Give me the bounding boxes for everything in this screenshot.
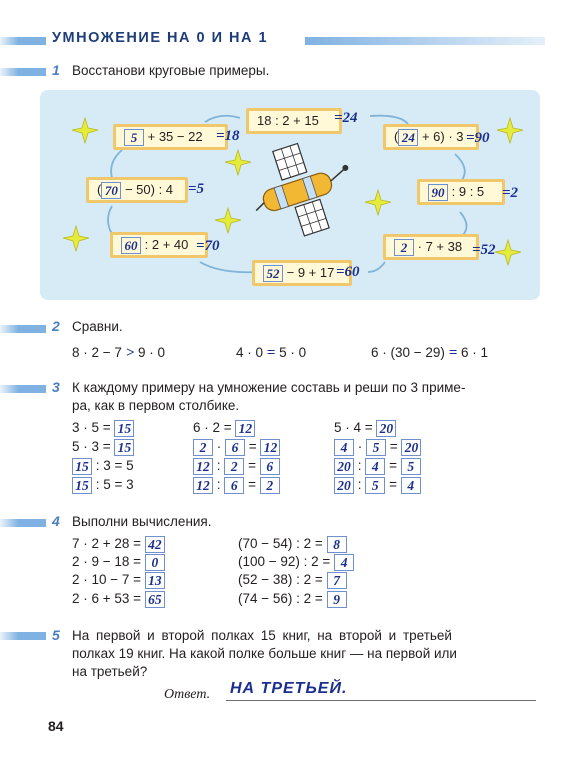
calc-left-3 [72,572,165,589]
ex3-instruction-line1: К каждому примеру на умножение составь и реши по 3 приме- [72,380,466,395]
answer-box[interactable]: 2 [193,439,213,456]
answer-box[interactable]: 90 [428,184,448,201]
star-icon [215,208,241,233]
arrow-5 [368,262,385,272]
answer-box[interactable]: 15 [72,458,92,475]
answer-box[interactable]: 42 [145,536,165,553]
card-prefix: ( [97,182,102,197]
answer-box[interactable]: 20 [376,420,396,437]
card-expression: · 7 + 38 [417,239,463,254]
expression: 5 · 3 = [72,439,111,455]
ex5-line3: на третьей? [72,664,148,679]
expression: : 3 = 5 [95,458,134,474]
col1-row1 [72,420,134,437]
answer-box[interactable]: 5 [366,439,386,456]
ex1-instruction: Восстанови круговые примеры. [72,63,270,78]
arrow-7 [108,206,112,234]
card-expression: : 2 + 40 [144,237,189,252]
calc-right-4 [238,591,347,608]
col2-row3 [193,458,280,475]
answer-box[interactable]: 6 [224,477,244,494]
card-6 [110,232,208,258]
card-2 [246,108,342,134]
equals-sign: = [248,439,257,455]
compare-sign[interactable]: = [266,345,276,361]
answer-box[interactable]: 4 [334,554,354,571]
compare-right: 9 · 0 [138,345,166,360]
ex4-number: 4 [52,513,60,529]
card-answer: =60 [336,264,360,280]
page-title: УМНОЖЕНИЕ НА 0 И НА 1 [52,30,269,46]
answer-box[interactable]: 5 [124,129,144,146]
answer-box[interactable]: 7 [327,572,347,589]
calc-right-2 [238,554,354,571]
answer-box[interactable]: 9 [327,591,347,608]
card-expression: − 9 + 17 [286,265,335,280]
col1-row3 [72,458,134,475]
expression: (70 − 54) : 2 = [238,536,323,552]
card-answer: =18 [216,128,240,144]
col3-row1 [334,420,396,437]
arrow-8 [111,150,122,178]
expression: 5 · 4 = [334,420,373,436]
arrow-2 [370,116,408,124]
col2-row4 [193,477,280,494]
ex5-stripe [0,632,46,640]
col3-row3 [334,458,421,475]
ex1-number: 1 [52,62,60,78]
answer-box[interactable]: 4 [334,439,354,456]
ex5-number: 5 [52,627,60,643]
card-answer: =24 [334,110,358,126]
calc-right-1 [238,536,347,553]
arrow-1 [205,116,240,122]
card-answer: =52 [472,242,496,258]
card-3 [383,124,479,150]
calc-left-2 [72,554,165,571]
star-icon [497,118,523,143]
star-icon [365,190,391,215]
compare-item-1 [72,345,165,362]
compare-right: 5 · 0 [279,345,307,360]
equals-sign: = [389,458,397,474]
answer-box[interactable]: 15 [72,477,92,494]
ex4-stripe [0,519,46,527]
card-5 [417,179,505,205]
card-expression: 18 : 2 + 15 [257,113,319,128]
card-answer: =2 [502,185,519,201]
compare-left: 8 · 2 − 7 [72,345,122,360]
expression: 2 · 9 − 18 = [72,554,142,570]
card-expression: : 9 : 5 [451,184,485,199]
col2-row2 [193,439,280,456]
answer-box[interactable]: 20 [334,477,354,494]
expression: 2 · 10 − 7 = [72,572,142,588]
expression: 3 · 5 = [72,420,111,436]
answer-box[interactable]: 24 [398,129,418,146]
card-expression: − 50) : 4 [124,182,174,197]
answer-line [226,700,536,701]
star-icon [225,150,251,175]
calc-right-3 [238,572,347,589]
card-4 [86,177,188,203]
star-icon [63,226,89,251]
arrow-6 [200,262,260,272]
card-expression: + 35 − 22 [147,129,203,144]
card-answer: =90 [466,130,490,146]
expression: (100 − 92) : 2 = [238,554,331,570]
equals-sign: = [248,477,256,493]
operator: : [357,458,362,474]
answer-box[interactable]: 52 [263,265,283,282]
answer-box[interactable]: 20 [334,458,354,475]
answer-box[interactable]: 2 [260,477,280,494]
operator: : [357,477,362,493]
compare-item-2 [236,345,306,362]
card-answer: =5 [188,181,205,197]
card-7 [383,234,479,260]
answer-box[interactable]: 20 [401,439,421,456]
answer-box[interactable]: 5 [365,477,385,494]
answer-box[interactable]: 12 [235,420,255,437]
card-prefix: ( [394,129,399,144]
ex3-number: 3 [52,379,60,395]
compare-right: 6 · 1 [461,345,489,360]
ex2-number: 2 [52,318,60,334]
answer-text[interactable]: НА ТРЕТЬЕЙ. [230,680,348,697]
card-answer: =70 [196,238,220,254]
operator: : [216,477,221,493]
operator: : [216,458,221,474]
col1-row4 [72,477,134,494]
compare-left: 4 · 0 [236,345,264,360]
answer-box[interactable]: 15 [114,420,134,437]
answer-box[interactable]: 15 [114,439,134,456]
answer-box[interactable]: 2 [394,239,414,256]
ex4-instruction: Выполни вычисления. [72,514,212,529]
ex3-stripe [0,385,46,393]
col1-row2 [72,439,134,456]
page-number: 84 [48,718,64,734]
answer-box[interactable]: 70 [101,182,121,199]
answer-box[interactable]: 2 [224,458,244,475]
calc-left-1 [72,536,165,553]
operator: · [216,439,222,455]
answer-box[interactable]: 8 [327,536,347,553]
col3-row2 [334,439,421,456]
answer-box[interactable]: 13 [145,572,165,589]
equals-sign: = [248,458,256,474]
answer-box[interactable]: 5 [401,458,421,475]
ex2-instruction: Сравни. [72,319,123,334]
compare-item-3 [371,345,488,362]
card-expression: + 6) · 3 [421,129,464,144]
compare-sign[interactable]: = [448,345,458,361]
card-1 [113,124,228,150]
expression: (52 − 38) : 2 = [238,572,323,588]
expression: 6 · 2 = [193,420,232,436]
answer-box[interactable]: 65 [145,591,165,608]
col3-row4 [334,477,421,494]
equals-sign: = [389,439,398,455]
answer-box[interactable]: 0 [145,554,165,571]
answer-box[interactable]: 12 [193,477,213,494]
equals-sign: = [389,477,397,493]
ex5-line2: полках 19 книг. На какой полке больше книг — на первой или [72,646,457,661]
star-icon [72,118,98,143]
answer-box[interactable]: 60 [121,237,141,254]
compare-left: 6 · (30 − 29) [371,345,445,360]
expression: : 5 = 3 [95,477,134,493]
ex5-line1: На первой и второй полках 15 книг, на второй и третьей [72,628,452,643]
col2-row1 [193,420,255,437]
arrow-3 [455,154,465,180]
ex3-instruction-line2: ра, как в первом столбике. [72,398,240,413]
answer-box[interactable]: 12 [260,439,280,456]
compare-sign[interactable]: > [125,345,135,361]
expression: 2 · 6 + 53 = [72,591,142,607]
expression: 7 · 2 + 28 = [72,536,142,552]
answer-box[interactable]: 12 [193,458,213,475]
expression: (74 − 56) : 2 = [238,591,323,607]
operator: · [357,439,363,455]
answer-box[interactable]: 6 [225,439,245,456]
answer-box[interactable]: 4 [401,477,421,494]
star-icon [495,240,521,265]
answer-box[interactable]: 4 [365,458,385,475]
ex2-stripe [0,325,46,333]
calc-left-4 [72,591,165,608]
answer-label: Ответ. [164,687,211,702]
answer-box[interactable]: 6 [260,458,280,475]
satellite-icon [240,131,364,248]
arrow-4 [460,212,467,236]
